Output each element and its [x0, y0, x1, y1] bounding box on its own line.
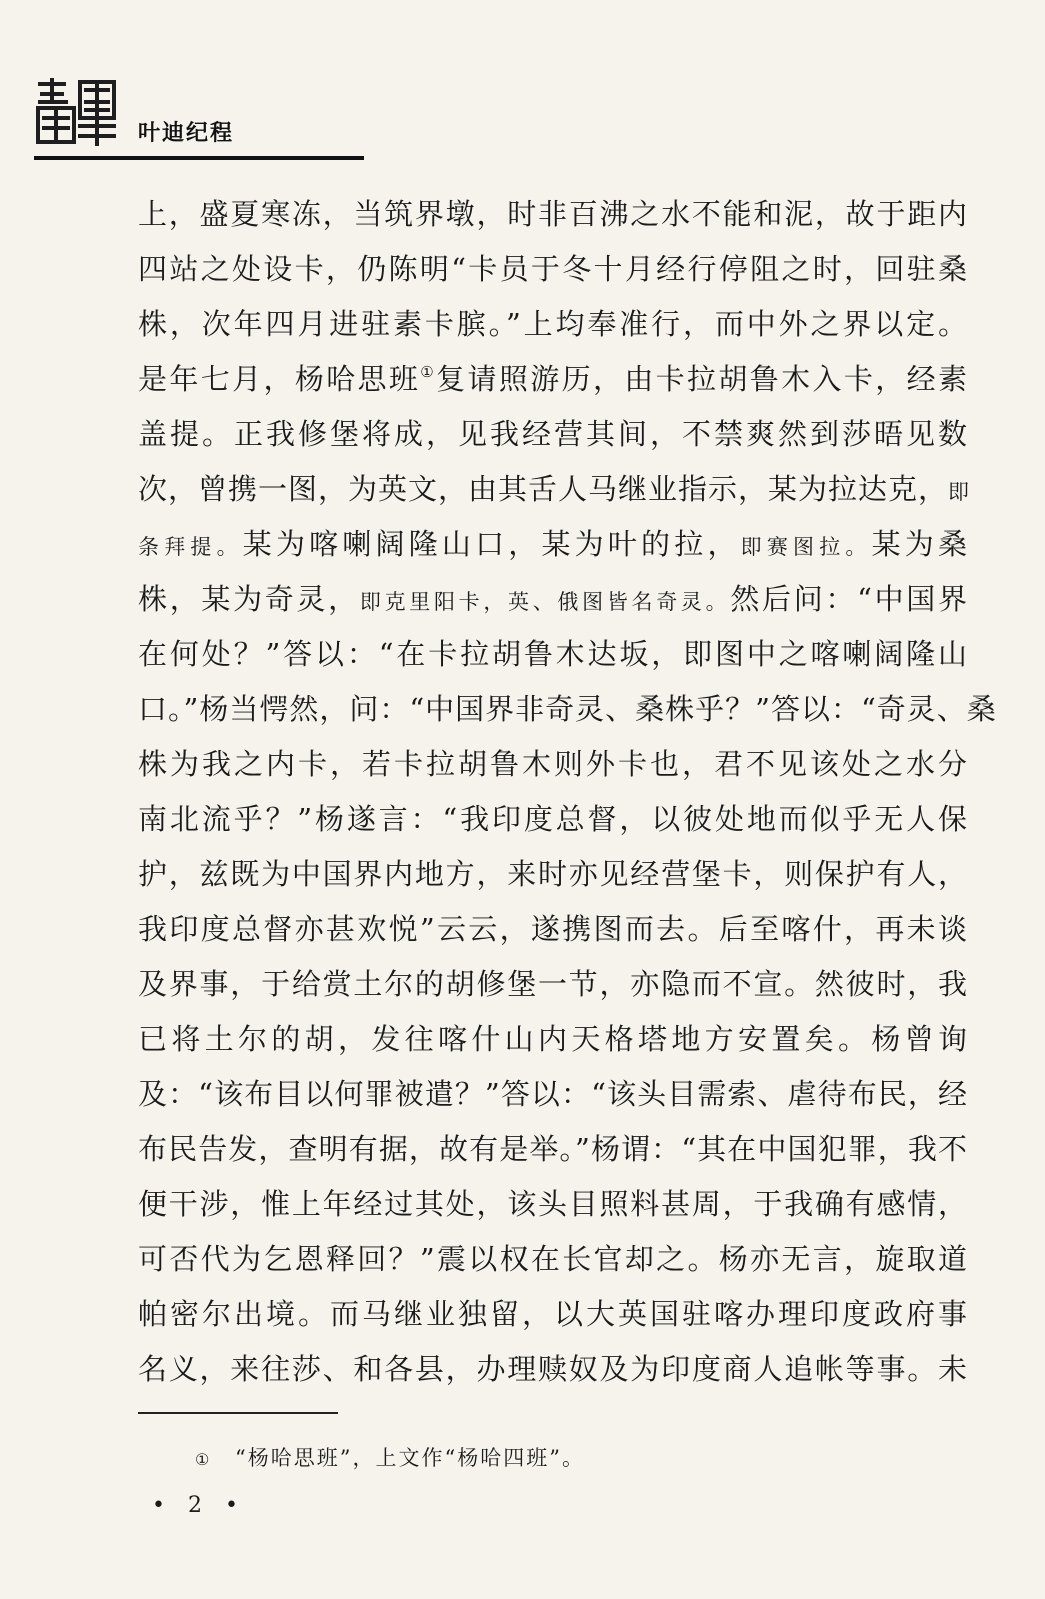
running-title: 叶迪纪程 [138, 121, 235, 146]
annotation-text: 即克里阳卡，英、俄图皆名奇灵。 [359, 590, 731, 614]
annotation-text: 即赛图拉。 [740, 535, 872, 559]
text-line: 盖提。正我修堡将成，见我经营其间，不禁爽然到莎晤见数 [138, 417, 968, 451]
text-line [138, 462, 972, 517]
text-line: 株，次年四月进驻素卡膑。”上均奉准行，而中外之界以定。 [138, 307, 968, 341]
text-line: 及：“该布目以何罪被遣？”答以：“该头目需索、虐待布民，经 [138, 1077, 968, 1111]
text-span: 次，曾携一图，为英文，由其舌人马继业指示，某为拉达克， [138, 472, 949, 506]
footnote-text: “杨哈思班”，上文作“杨哈四班”。 [235, 1446, 585, 1470]
text-line [138, 517, 968, 572]
text-line [138, 572, 968, 627]
text-line: 南北流乎？”杨遂言：“我印度总督，以彼处地而似乎无人保 [138, 802, 968, 836]
text-span: 某为桑 [871, 527, 968, 561]
page-number: • 2 • [152, 1493, 246, 1518]
body-text [138, 187, 997, 1397]
annotation-text: 即 [948, 480, 972, 504]
annotation-text: 条拜提。 [138, 535, 243, 559]
footnote-mark: ① [195, 1450, 212, 1469]
text-line: 便干涉，惟上年经过其处，该头目照料甚周，于我确有感情， [138, 1187, 968, 1221]
text-line: 已将土尔的胡，发往喀什山内天格塔地方安置矣。杨曾询 [138, 1022, 968, 1056]
text-line: 上，盛夏寒冻，当筑界墩，时非百沸之水不能和泥，故于距内 [138, 197, 968, 231]
text-line: 四站之处设卡，仍陈明“卡员于冬十月经行停阻之时，回驻桑 [138, 252, 968, 286]
text-line [138, 352, 968, 407]
text-line: 护，兹既为中国界内地方，来时亦见经营堡卡，则保护有人， [138, 857, 968, 891]
text-line: 及界事，于给赏土尔的胡修堡一节，亦隐而不宣。然彼时，我 [138, 967, 968, 1001]
text-line: 名义，来往莎、和各县，办理赎奴及为印度商人追帐等事。未 [138, 1352, 968, 1386]
text-span: 是年七月，杨哈思班 [138, 362, 421, 396]
text-line: 帕密尔出境。而马继业独留，以大英国驻喀办理印度政府事 [138, 1297, 968, 1331]
seal-logo [34, 78, 120, 148]
text-line: 可否代为乞恩释回？”震以权在长官却之。杨亦无言，旋取道 [138, 1242, 968, 1276]
text-line: 株为我之内卡，若卡拉胡鲁木则外卡也，君不见该处之水分 [138, 747, 968, 781]
footnote-rule [138, 1412, 338, 1414]
text-line: 布民告发，查明有据，故有是举。”杨谓：“其在中国犯罪，我不 [138, 1132, 968, 1166]
header-rule [34, 156, 364, 160]
text-span: 某为喀喇阔隆山口，某为叶的拉， [242, 527, 741, 561]
footnote-reference: ① [420, 363, 437, 381]
text-span: 株，某为奇灵， [138, 582, 360, 616]
footnote [195, 1442, 585, 1472]
text-line: 在何处？”答以：“在卡拉胡鲁木达坂，即图中之喀喇阔隆山 [138, 637, 968, 671]
text-line: 口。”杨当愕然，问：“中国界非奇灵、桑株乎？”答以：“奇灵、桑 [138, 692, 997, 726]
text-span: 复请照游历，由卡拉胡鲁木入卡，经素 [436, 362, 968, 396]
text-span: 然后问：“中国界 [730, 582, 969, 616]
text-line: 我印度总督亦甚欢悦”云云，遂携图而去。后至喀什，再未谈 [138, 912, 968, 946]
